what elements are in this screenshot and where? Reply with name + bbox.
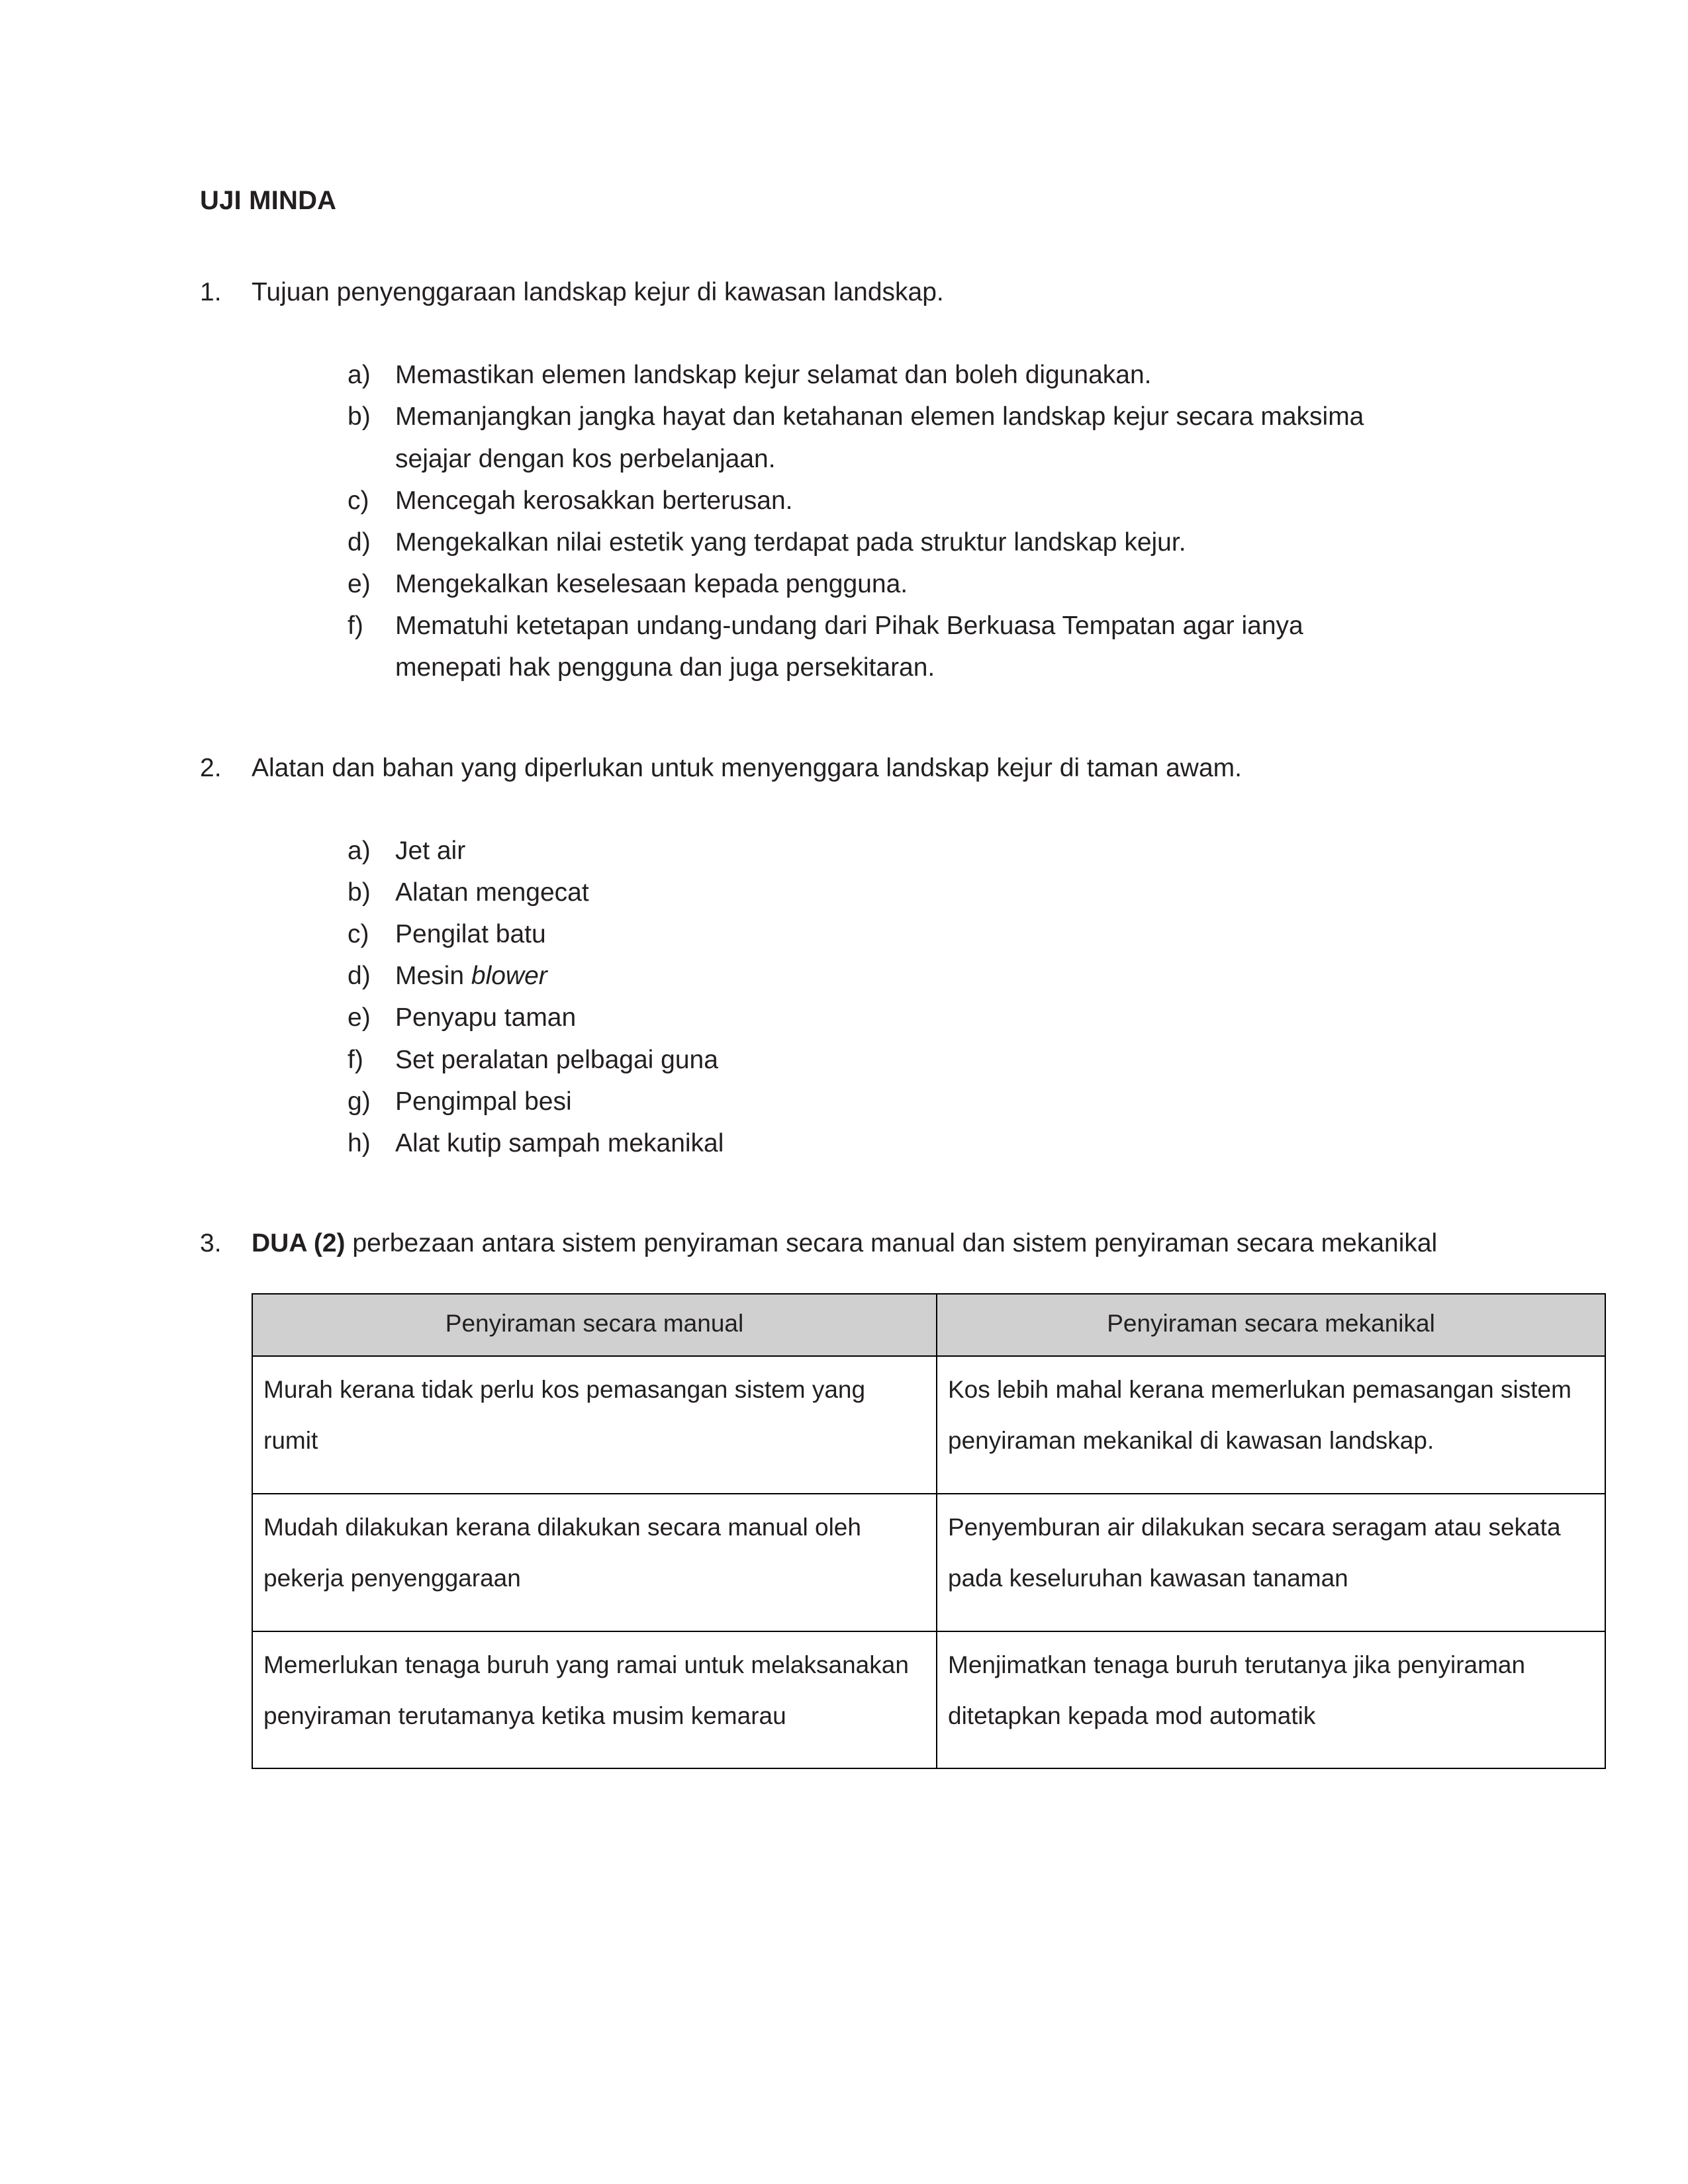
- question-2: [200, 747, 1489, 789]
- table-cell-mechanical: Menjimatkan tenaga buruh terutanya jika penyiraman ditetapkan kepada mod automatik: [937, 1631, 1605, 1769]
- list-item: [348, 480, 1407, 522]
- list-item-label: [395, 955, 1407, 997]
- question-3-text: [252, 1222, 1450, 1264]
- list-item: [348, 1122, 1407, 1164]
- list-item-label: Mematuhi ketetapan undang-undang dari Pihak Berkuasa Tempatan agar ianya menepati hak pengguna dan juga persekitaran.: [395, 612, 1303, 682]
- question-3-bold-lead: DUA (2): [252, 1229, 346, 1258]
- comparison-table-wrapper: [252, 1293, 1571, 1769]
- list-item-label: Memastikan elemen landskap kejur selamat dan boleh digunakan.: [395, 361, 1152, 390]
- list-item: [348, 830, 1407, 872]
- table-cell-manual: Murah kerana tidak perlu kos pemasangan sistem yang rumit: [252, 1356, 937, 1494]
- list-item: [348, 1039, 1407, 1081]
- list-item-marker: e): [348, 1003, 371, 1032]
- table-header: [252, 1294, 1605, 1356]
- table-row: [252, 1631, 1605, 1769]
- list-item: [348, 997, 1407, 1038]
- list-item-marker: f): [348, 612, 363, 641]
- table-cell-manual: Mudah dilakukan kerana dilakukan secara manual oleh pekerja penyenggaraan: [252, 1494, 937, 1631]
- list-item-marker: f): [348, 1045, 363, 1074]
- list-item-marker: b): [348, 402, 371, 432]
- list-item-label: Penyapu taman: [395, 1003, 577, 1032]
- table-row: [252, 1356, 1605, 1494]
- list-item: [348, 913, 1407, 955]
- list-item-marker: a): [348, 361, 371, 390]
- page-title: UJI MINDA: [200, 186, 337, 215]
- table-cell-manual: Memerlukan tenaga buruh yang ramai untuk melaksanakan penyiraman terutamanya ketika musim kemarau: [252, 1631, 937, 1769]
- table-body: [252, 1356, 1605, 1769]
- spacer: [200, 1164, 1489, 1222]
- table-row: [252, 1494, 1605, 1631]
- column-header-mechanical: Penyiraman secara mekanikal: [937, 1294, 1605, 1356]
- list-item-marker: g): [348, 1087, 371, 1116]
- list-item: [348, 955, 1407, 997]
- list-item-label-emphasis: blower: [471, 962, 547, 991]
- question-3: [200, 1222, 1489, 1264]
- list-item-marker: b): [348, 878, 371, 907]
- list-item-marker: d): [348, 962, 371, 991]
- list-item-marker: c): [348, 486, 369, 515]
- list-item-marker: c): [348, 920, 369, 949]
- list-item-label: Pengimpal besi: [395, 1087, 572, 1116]
- question-3-rest: perbezaan antara sistem penyiraman secara manual dan sistem penyiraman secara mekanikal: [345, 1229, 1438, 1258]
- question-2-marker: 2.: [200, 753, 222, 782]
- list-item-marker: a): [348, 836, 371, 865]
- question-1: [200, 271, 1489, 313]
- spacer: [200, 789, 1489, 830]
- question-1-answer-list: [348, 354, 1407, 688]
- list-item-label: Set peralatan pelbagai guna: [395, 1045, 718, 1074]
- list-item-marker: e): [348, 570, 371, 599]
- list-item-label: Alatan mengecat: [395, 878, 589, 907]
- list-item: [348, 563, 1407, 605]
- list-item-label: Jet air: [395, 836, 466, 865]
- question-2-answer-list: [348, 830, 1407, 1164]
- table-cell-mechanical: Penyemburan air dilakukan secara seragam atau sekata pada keseluruhan kawasan tanaman: [937, 1494, 1605, 1631]
- list-item: [348, 1081, 1407, 1122]
- spacer: [200, 689, 1489, 747]
- list-item: [348, 354, 1407, 396]
- column-header-manual: Penyiraman secara manual: [252, 1294, 937, 1356]
- spacer: [200, 1264, 1489, 1293]
- list-item-label: Pengilat batu: [395, 920, 546, 949]
- list-item-marker: h): [348, 1128, 371, 1158]
- list-item-label-plain: Mesin: [395, 962, 471, 991]
- list-item: [348, 522, 1407, 563]
- comparison-table: [252, 1293, 1606, 1769]
- question-2-text: Alatan dan bahan yang diperlukan untuk menyenggara landskap kejur di taman awam.: [252, 753, 1242, 782]
- question-1-text: Tujuan penyenggaraan landskap kejur di kawasan landskap.: [252, 278, 944, 306]
- table-cell-mechanical: Kos lebih mahal kerana memerlukan pemasangan sistem penyiraman mekanikal di kawasan landskap.: [937, 1356, 1605, 1494]
- question-1-marker: 1.: [200, 278, 222, 306]
- question-3-marker: 3.: [200, 1229, 222, 1258]
- list-item: [348, 605, 1407, 688]
- spacer: [200, 313, 1489, 354]
- list-item-label: Memanjangkan jangka hayat dan ketahanan elemen landskap kejur secara maksima sejajar dengan kos perbelanjaan.: [395, 402, 1364, 473]
- list-item-label: Alat kutip sampah mekanikal: [395, 1128, 724, 1158]
- list-item: [348, 872, 1407, 913]
- list-item-marker: d): [348, 527, 371, 557]
- list-item-label: Mencegah kerosakkan berterusan.: [395, 486, 793, 515]
- list-item-label: Mengekalkan nilai estetik yang terdapat pada struktur landskap kejur.: [395, 527, 1186, 557]
- list-item-label: Mengekalkan keselesaan kepada pengguna.: [395, 570, 908, 599]
- list-item: [348, 396, 1407, 479]
- table-header-row: [252, 1294, 1605, 1356]
